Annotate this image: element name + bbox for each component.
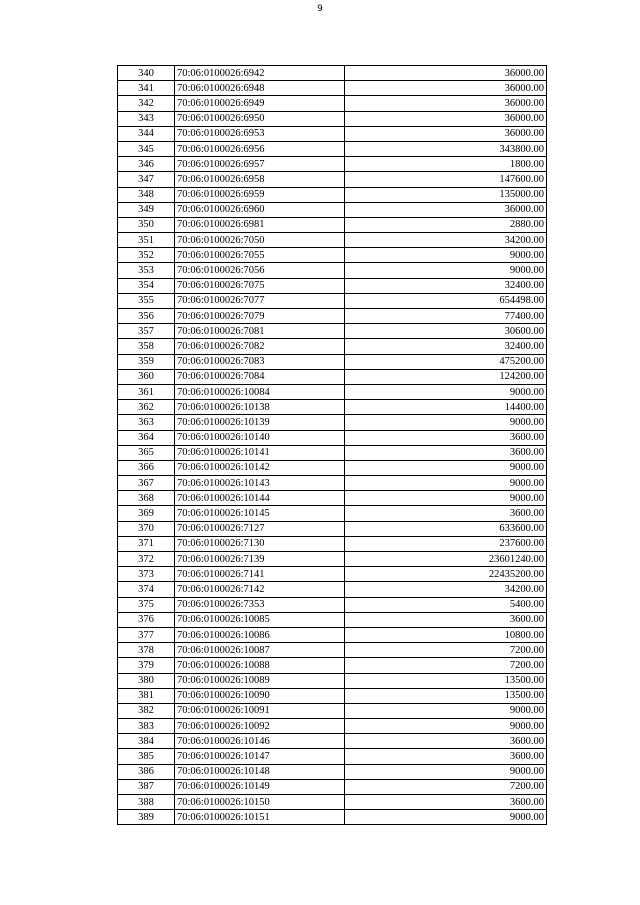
- row-number-cell: 345: [118, 141, 175, 156]
- cadastral-number-cell: 70:06:0100026:7353: [175, 597, 345, 612]
- value-cell: 9000.00: [345, 460, 547, 475]
- table-row: [118, 126, 547, 141]
- row-number-cell: 358: [118, 339, 175, 354]
- value-cell: 7200.00: [345, 779, 547, 794]
- value-cell: 5400.00: [345, 597, 547, 612]
- table-row: [118, 430, 547, 445]
- row-number-cell: 359: [118, 354, 175, 369]
- value-cell: 9000.00: [345, 719, 547, 734]
- cadastral-number-cell: 70:06:0100026:6948: [175, 81, 345, 96]
- cadastral-number-cell: 70:06:0100026:7130: [175, 536, 345, 551]
- cadastral-number-cell: 70:06:0100026:10144: [175, 491, 345, 506]
- row-number-cell: 378: [118, 643, 175, 658]
- table-row: [118, 597, 547, 612]
- row-number-cell: 348: [118, 187, 175, 202]
- cadastral-number-cell: 70:06:0100026:6949: [175, 96, 345, 111]
- table-row: [118, 354, 547, 369]
- row-number-cell: 380: [118, 673, 175, 688]
- table-row: [118, 749, 547, 764]
- table-row: [118, 810, 547, 825]
- row-number-cell: 376: [118, 612, 175, 627]
- table-row: [118, 172, 547, 187]
- row-number-cell: 375: [118, 597, 175, 612]
- value-cell: 3600.00: [345, 749, 547, 764]
- table-row: [118, 506, 547, 521]
- row-number-cell: 356: [118, 309, 175, 324]
- cadastral-number-cell: 70:06:0100026:10088: [175, 658, 345, 673]
- value-cell: 3600.00: [345, 734, 547, 749]
- table-row: [118, 415, 547, 430]
- value-cell: 36000.00: [345, 66, 547, 81]
- row-number-cell: 374: [118, 582, 175, 597]
- table-row: [118, 688, 547, 703]
- page-number: 9: [317, 4, 323, 14]
- row-number-cell: 388: [118, 795, 175, 810]
- registry-table-body: [118, 66, 547, 825]
- row-number-cell: 355: [118, 293, 175, 308]
- table-row: [118, 536, 547, 551]
- row-number-cell: 350: [118, 217, 175, 232]
- value-cell: 147600.00: [345, 172, 547, 187]
- cadastral-number-cell: 70:06:0100026:7082: [175, 339, 345, 354]
- table-row: [118, 476, 547, 491]
- cadastral-number-cell: 70:06:0100026:10085: [175, 612, 345, 627]
- cadastral-number-cell: 70:06:0100026:10142: [175, 460, 345, 475]
- value-cell: 3600.00: [345, 445, 547, 460]
- value-cell: 9000.00: [345, 415, 547, 430]
- table-row: [118, 217, 547, 232]
- table-row: [118, 795, 547, 810]
- table-row: [118, 491, 547, 506]
- value-cell: 7200.00: [345, 658, 547, 673]
- cadastral-number-cell: 70:06:0100026:10087: [175, 643, 345, 658]
- registry-table: [117, 65, 547, 825]
- value-cell: 13500.00: [345, 673, 547, 688]
- table-row: [118, 202, 547, 217]
- table-row: [118, 309, 547, 324]
- row-number-cell: 362: [118, 400, 175, 415]
- cadastral-number-cell: 70:06:0100026:10139: [175, 415, 345, 430]
- table-row: [118, 643, 547, 658]
- value-cell: 22435200.00: [345, 567, 547, 582]
- table-row: [118, 111, 547, 126]
- row-number-cell: 364: [118, 430, 175, 445]
- value-cell: 9000.00: [345, 248, 547, 263]
- row-number-cell: 365: [118, 445, 175, 460]
- row-number-cell: 381: [118, 688, 175, 703]
- cadastral-number-cell: 70:06:0100026:10151: [175, 810, 345, 825]
- row-number-cell: 372: [118, 552, 175, 567]
- cadastral-number-cell: 70:06:0100026:10149: [175, 779, 345, 794]
- value-cell: 124200.00: [345, 369, 547, 384]
- value-cell: 237600.00: [345, 536, 547, 551]
- cadastral-number-cell: 70:06:0100026:7081: [175, 324, 345, 339]
- cadastral-number-cell: 70:06:0100026:10086: [175, 627, 345, 642]
- table-row: [118, 278, 547, 293]
- cadastral-number-cell: 70:06:0100026:7075: [175, 278, 345, 293]
- table-row: [118, 400, 547, 415]
- cadastral-number-cell: 70:06:0100026:7139: [175, 552, 345, 567]
- value-cell: 14400.00: [345, 400, 547, 415]
- row-number-cell: 341: [118, 81, 175, 96]
- value-cell: 30600.00: [345, 324, 547, 339]
- table-row: [118, 66, 547, 81]
- table-row: [118, 612, 547, 627]
- value-cell: 9000.00: [345, 764, 547, 779]
- cadastral-number-cell: 70:06:0100026:10146: [175, 734, 345, 749]
- table-row: [118, 658, 547, 673]
- row-number-cell: 384: [118, 734, 175, 749]
- value-cell: 9000.00: [345, 263, 547, 278]
- table-row: [118, 384, 547, 399]
- cadastral-number-cell: 70:06:0100026:10147: [175, 749, 345, 764]
- cadastral-number-cell: 70:06:0100026:6942: [175, 66, 345, 81]
- table-row: [118, 521, 547, 536]
- cadastral-number-cell: 70:06:0100026:10141: [175, 445, 345, 460]
- row-number-cell: 367: [118, 476, 175, 491]
- value-cell: 9000.00: [345, 384, 547, 399]
- value-cell: 36000.00: [345, 126, 547, 141]
- value-cell: 34200.00: [345, 233, 547, 248]
- row-number-cell: 373: [118, 567, 175, 582]
- value-cell: 3600.00: [345, 612, 547, 627]
- cadastral-number-cell: 70:06:0100026:10143: [175, 476, 345, 491]
- cadastral-number-cell: 70:06:0100026:6960: [175, 202, 345, 217]
- cadastral-number-cell: 70:06:0100026:6981: [175, 217, 345, 232]
- value-cell: 633600.00: [345, 521, 547, 536]
- value-cell: 1800.00: [345, 157, 547, 172]
- row-number-cell: 351: [118, 233, 175, 248]
- row-number-cell: 383: [118, 719, 175, 734]
- table-row: [118, 673, 547, 688]
- table-row: [118, 233, 547, 248]
- row-number-cell: 386: [118, 764, 175, 779]
- row-number-cell: 360: [118, 369, 175, 384]
- cadastral-number-cell: 70:06:0100026:7050: [175, 233, 345, 248]
- value-cell: 32400.00: [345, 339, 547, 354]
- value-cell: 36000.00: [345, 96, 547, 111]
- value-cell: 23601240.00: [345, 552, 547, 567]
- cadastral-number-cell: 70:06:0100026:7077: [175, 293, 345, 308]
- value-cell: 3600.00: [345, 430, 547, 445]
- value-cell: 36000.00: [345, 81, 547, 96]
- table-row: [118, 703, 547, 718]
- value-cell: 32400.00: [345, 278, 547, 293]
- table-row: [118, 764, 547, 779]
- row-number-cell: 387: [118, 779, 175, 794]
- value-cell: 2880.00: [345, 217, 547, 232]
- row-number-cell: 379: [118, 658, 175, 673]
- cadastral-number-cell: 70:06:0100026:7083: [175, 354, 345, 369]
- value-cell: 135000.00: [345, 187, 547, 202]
- table-row: [118, 324, 547, 339]
- value-cell: 475200.00: [345, 354, 547, 369]
- value-cell: 77400.00: [345, 309, 547, 324]
- value-cell: 654498.00: [345, 293, 547, 308]
- table-row: [118, 460, 547, 475]
- value-cell: 9000.00: [345, 476, 547, 491]
- cadastral-number-cell: 70:06:0100026:10089: [175, 673, 345, 688]
- cadastral-number-cell: 70:06:0100026:10090: [175, 688, 345, 703]
- row-number-cell: 363: [118, 415, 175, 430]
- cadastral-number-cell: 70:06:0100026:10092: [175, 719, 345, 734]
- row-number-cell: 377: [118, 627, 175, 642]
- value-cell: 34200.00: [345, 582, 547, 597]
- value-cell: 7200.00: [345, 643, 547, 658]
- value-cell: 343800.00: [345, 141, 547, 156]
- cadastral-number-cell: 70:06:0100026:10145: [175, 506, 345, 521]
- table-row: [118, 567, 547, 582]
- value-cell: 9000.00: [345, 703, 547, 718]
- cadastral-number-cell: 70:06:0100026:10150: [175, 795, 345, 810]
- cadastral-number-cell: 70:06:0100026:7142: [175, 582, 345, 597]
- table-row: [118, 445, 547, 460]
- cadastral-number-cell: 70:06:0100026:7056: [175, 263, 345, 278]
- cadastral-number-cell: 70:06:0100026:10084: [175, 384, 345, 399]
- row-number-cell: 382: [118, 703, 175, 718]
- cadastral-number-cell: 70:06:0100026:7141: [175, 567, 345, 582]
- cadastral-number-cell: 70:06:0100026:6957: [175, 157, 345, 172]
- table-row: [118, 582, 547, 597]
- row-number-cell: 368: [118, 491, 175, 506]
- cadastral-number-cell: 70:06:0100026:10138: [175, 400, 345, 415]
- table-row: [118, 81, 547, 96]
- cadastral-number-cell: 70:06:0100026:6956: [175, 141, 345, 156]
- table-row: [118, 369, 547, 384]
- value-cell: 9000.00: [345, 491, 547, 506]
- value-cell: 9000.00: [345, 810, 547, 825]
- table-row: [118, 552, 547, 567]
- value-cell: 3600.00: [345, 506, 547, 521]
- value-cell: 36000.00: [345, 111, 547, 126]
- cadastral-number-cell: 70:06:0100026:7079: [175, 309, 345, 324]
- value-cell: 36000.00: [345, 202, 547, 217]
- row-number-cell: 340: [118, 66, 175, 81]
- row-number-cell: 342: [118, 96, 175, 111]
- cadastral-number-cell: 70:06:0100026:6953: [175, 126, 345, 141]
- cadastral-number-cell: 70:06:0100026:7055: [175, 248, 345, 263]
- row-number-cell: 389: [118, 810, 175, 825]
- cadastral-number-cell: 70:06:0100026:6950: [175, 111, 345, 126]
- table-row: [118, 734, 547, 749]
- cadastral-number-cell: 70:06:0100026:6958: [175, 172, 345, 187]
- table-row: [118, 627, 547, 642]
- table-row: [118, 248, 547, 263]
- table-row: [118, 141, 547, 156]
- row-number-cell: 347: [118, 172, 175, 187]
- table-row: [118, 157, 547, 172]
- row-number-cell: 369: [118, 506, 175, 521]
- value-cell: 3600.00: [345, 795, 547, 810]
- table-row: [118, 293, 547, 308]
- table-row: [118, 187, 547, 202]
- cadastral-number-cell: 70:06:0100026:7127: [175, 521, 345, 536]
- cadastral-number-cell: 70:06:0100026:10140: [175, 430, 345, 445]
- row-number-cell: 370: [118, 521, 175, 536]
- row-number-cell: 343: [118, 111, 175, 126]
- table-row: [118, 339, 547, 354]
- row-number-cell: 366: [118, 460, 175, 475]
- row-number-cell: 354: [118, 278, 175, 293]
- row-number-cell: 385: [118, 749, 175, 764]
- row-number-cell: 357: [118, 324, 175, 339]
- cadastral-number-cell: 70:06:0100026:10148: [175, 764, 345, 779]
- cadastral-number-cell: 70:06:0100026:6959: [175, 187, 345, 202]
- row-number-cell: 352: [118, 248, 175, 263]
- table-row: [118, 719, 547, 734]
- cadastral-number-cell: 70:06:0100026:10091: [175, 703, 345, 718]
- table-row: [118, 263, 547, 278]
- row-number-cell: 346: [118, 157, 175, 172]
- value-cell: 13500.00: [345, 688, 547, 703]
- value-cell: 10800.00: [345, 627, 547, 642]
- row-number-cell: 361: [118, 384, 175, 399]
- table-row: [118, 779, 547, 794]
- cadastral-number-cell: 70:06:0100026:7084: [175, 369, 345, 384]
- row-number-cell: 353: [118, 263, 175, 278]
- row-number-cell: 371: [118, 536, 175, 551]
- row-number-cell: 344: [118, 126, 175, 141]
- table-row: [118, 96, 547, 111]
- row-number-cell: 349: [118, 202, 175, 217]
